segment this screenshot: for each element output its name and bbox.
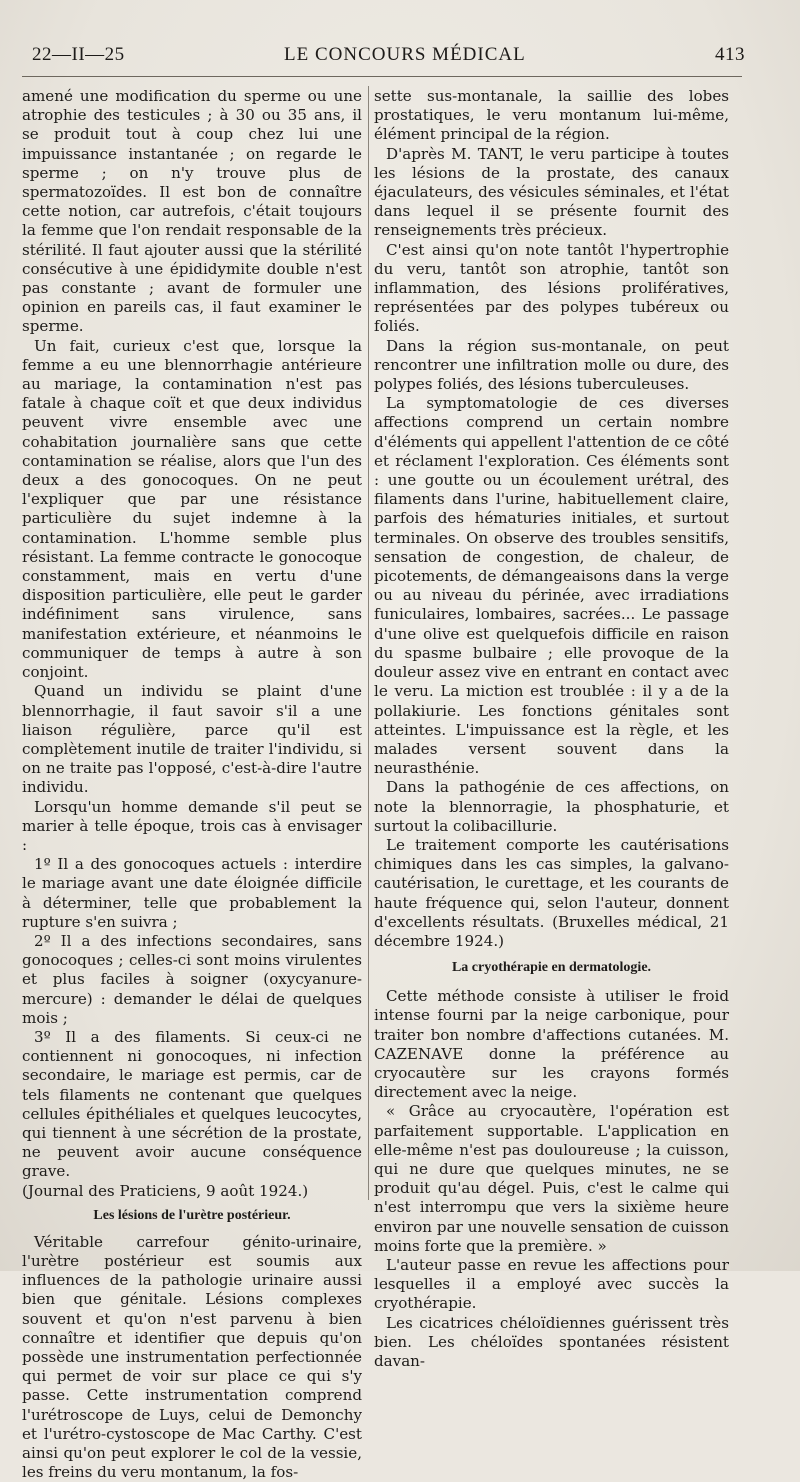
paragraph: 2º Il a des infections secondaires, sans gonocoques ; celles-ci sont moins virulentes et plus faciles à soigner (oxycyanure-mercure) : demander le délai de quelques mois ; — [22, 931, 362, 1027]
paragraph: 3º Il a des filaments. Si ceux-ci ne contiennent ni gonocoques, ni infection secondaire, le mariage est permis, car de tels filaments ne contenant que quelques cellules épithéliales et quelques leucocytes, qui tiennent à une sécrétion de la prostate, ne peuvent avoir aucune conséquence grave. — [22, 1027, 362, 1181]
paragraph: amené une modification du sperme ou une atrophie des testicules ; à 30 ou 35 ans, il se produit tout à coup chez lui une impuissance instantanée ; on regarde le sperme ; on n'y trouve plus de spermatozoïdes. Il est bon de connaître cette notion, car autrefois, c'était toujours la femme que l'on rendait responsable de la stérilité. Il faut ajouter aussi que la stérilité consécutive à une épididymite double n'est pas constante ; avant de formuler une opinion en pareils cas, il faut examiner le sperme. — [22, 87, 362, 336]
header-rule — [22, 76, 742, 77]
citation: (Journal des Praticiens, 9 août 1924.) — [22, 1181, 309, 1200]
paragraph: Véritable carrefour génito-urinaire, l'urètre postérieur est soumis aux influences de la pathologie urinaire aussi bien que génitale. Lésions complexes souvent et qu'on n'est parvenu à bien connaître et identifier que depuis qu'on possède une instrumentation perfectionnée qui permet de voir sur place ce qui s'y passe. Cette instrumentation comprend l'urétroscope de Luys, celui de Demonchy et l'urétro-cystoscope de Mac Carthy. C'est ainsi qu'on peut explorer le col de la vessie, les freins du veru montanum, la fos- — [22, 1232, 362, 1482]
paragraph: Les cicatrices chéloïdiennes guérissent très bien. Les chéloïdes spontanées résistent davan- — [374, 1313, 729, 1370]
journal-title: LE CONCOURS MÉDICAL — [284, 44, 526, 65]
paragraph: 1º Il a des gonocoques actuels : interdire le mariage avant une date éloignée difficile à déterminer, telle que probablement la rupture s'en suivra ; — [22, 855, 362, 931]
issue-date: 22—II—25 — [32, 44, 125, 65]
paragraph: sette sus-montanale, la saillie des lobes prostatiques, le veru montanum lui-même, élément principal de la région. — [374, 87, 729, 144]
paragraph: Dans la région sus-montanale, on peut rencontrer une infiltration molle ou dure, des polypes foliés, des lésions tuberculeuses. — [374, 336, 729, 394]
column-divider — [368, 86, 369, 1200]
paragraph: Lorsqu'un homme demande s'il peut se marier à telle époque, trois cas à envisager : — [22, 797, 362, 854]
paragraph: C'est ainsi qu'on note tantôt l'hypertrophie du veru, tantôt son atrophie, tantôt son inflammation, des lésions prolifératives, représentées par des polypes tubéreux ou foliés. — [374, 240, 729, 336]
page-number: 413 — [715, 44, 745, 65]
paragraph: La symptomatologie de ces diverses affections comprend un certain nombre d'éléments qui appellent l'attention de ce côté et réclament l'exploration. Ces éléments sont : une goutte ou un écoulement urétral, des filaments dans l'urine, habituellement claire, parfois des hématuries initiales, et surtout terminales. On observe des troubles sensitifs, sensation de congestion, de chaleur, de picotements, de démangeaisons dans la verge ou au niveau du périnée, avec irradiations funiculaires, lombaires, sacrées... Le passage d'une olive est quelquefois difficile en raison du spasme bulbaire ; elle provoque de la douleur assez vive en entrant en contact avec le veru. La miction est troublée : il y a de la pollakiurie. Les fonctions génitales sont atteintes. L'impuissance est la règle, et les malades versent souvent dans la neurasthénie. — [374, 394, 729, 778]
section-heading: Les lésions de l'urètre postérieur. — [93, 1207, 291, 1223]
paragraph: « Grâce au cryocautère, l'opération est parfaitement supportable. L'application en elle-même n'est pas douloureuse ; la cuisson, qui ne dure que quelques minutes, ne se produit qu'au dégel. Puis, c'est le calme qui n'est interrompu que vers la sixième heure environ par une nouvelle sensation de cuisson moins forte que la première. » — [374, 1102, 729, 1255]
paragraph: L'auteur passe en revue les affections pour lesquelles il a employé avec succès la cryothérapie. — [374, 1255, 729, 1313]
paragraph: Quand un individu se plaint d'une blennorrhagie, il faut savoir s'il a une liaison régulière, parce qu'il est complètement inutile de traiter l'individu, si on ne traite pas l'opposé, c'est-à-dire l'autre individu. — [22, 682, 362, 797]
running-header — [22, 44, 745, 74]
paragraph: Cette méthode consiste à utiliser le froid intense fourni par la neige carbonique, pour traiter bon nombre d'affections cutanées. M. CAZENAVE donne la préférence au cryocautère sur les crayons formés directement avec la neige. — [374, 987, 729, 1102]
paragraph: Dans la pathogénie de ces affections, on note la blennorragie, la phosphaturie, et surtout la colibacillurie. — [374, 778, 729, 835]
paragraph: D'après M. TANT, le veru participe à toutes les lésions de la prostate, des canaux éjaculateurs, des vésicules séminales, et l'état dans lequel il se présente fournit des renseignements très précieux. — [374, 144, 729, 240]
right-column — [374, 87, 729, 1371]
left-column — [22, 87, 362, 1482]
section-heading: La cryothérapie en dermatologie. — [451, 960, 652, 976]
paragraph: Un fait, curieux c'est que, lorsque la femme a eu une blennorrhagie antérieure au mariage, la contamination n'est pas fatale à chaque coït et que deux individus peuvent vivre ensemble avec une cohabitation journalière sans que cette contamination se réalise, alors que l'un des deux a des gonocoques. On ne peut l'expliquer que par une résistance particulière du sujet indemne à la contamination. L'homme semble plus résistant. La femme contracte le gonocoque constamment, mais en vertu d'une disposition particulière, elle peut le garder indéfiniment sans virulence, sans manifestation extérieure, et néanmoins le communiquer de temps à autre à son conjoint. — [22, 336, 362, 682]
paragraph: Le traitement comporte les cautérisations chimiques dans les cas simples, la galvano-cautérisation, le curettage, et les courants de haute fréquence qui, selon l'auteur, donnent d'excellents résultats. (Bruxelles médical, 21 décembre 1924.) — [374, 835, 729, 950]
